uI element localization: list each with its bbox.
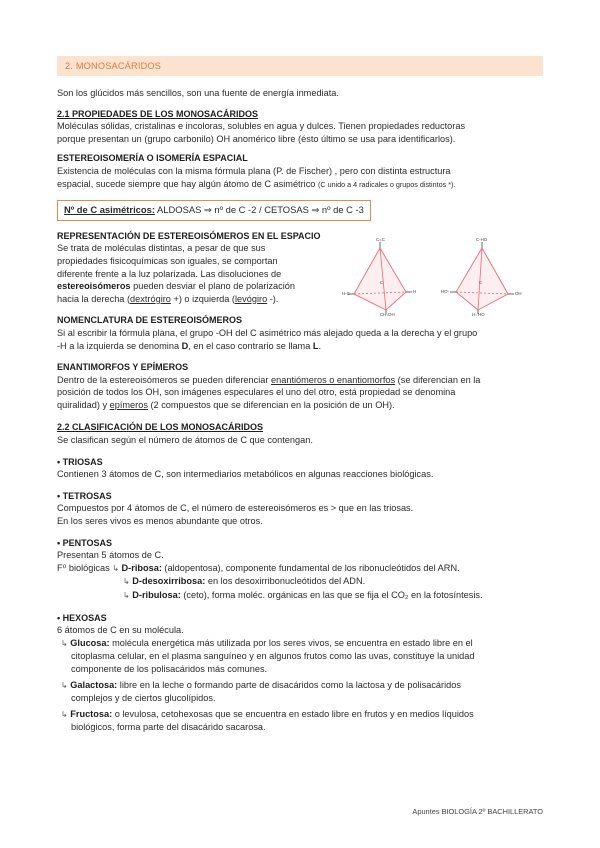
galactosa-l1: libre en la leche o formando parte de disacáridos como la lactosa y de polisacáridos: [117, 679, 461, 690]
branch-arrow-icon: ↳: [123, 591, 130, 600]
hexosa-fructosa: [57, 708, 543, 734]
galactosa-line-1: [61, 679, 543, 693]
representation-block: [57, 237, 543, 317]
pentosa-text: en los desoxirribonucleótidos del ADN.: [205, 576, 366, 587]
fig-label-t1: C=C: [376, 237, 385, 243]
epimeros-term: epímeros: [109, 399, 148, 410]
estereo-line-2-note: (C unido a 4 radicales o grupos distintos *).: [317, 179, 456, 189]
box-lead: Nº de C asimétricos:: [64, 204, 155, 216]
heading-clasificacion: 2.2 CLASIFICACIÓN DE LOS MONOSACÁRIDOS: [57, 422, 264, 433]
propiedades-line-1: Moléculas sólidas, cristalinas e incoloras, solubles en agua y dulces. Tienen propiedades reductoras: [57, 121, 466, 132]
estereo-line-1: Existencia de moléculas con la misma fórmula plana (P. de Fischer) , pero con distinta estructura: [57, 165, 451, 176]
heading-pentosas: • PENTOSAS: [57, 537, 112, 548]
representation-text: [57, 242, 333, 305]
pentosa-item-1: [57, 575, 543, 589]
fig-label-ch2oh: CH₂OH: [380, 312, 395, 317]
pentosa-name: D-ribosa:: [121, 562, 162, 573]
heading-hexosas: • HEXOSAS: [57, 612, 107, 623]
nomen-D: D: [181, 340, 189, 351]
pentosas-lead: F⁰ biológicas: [57, 562, 110, 573]
tetrahedron-figure: [342, 236, 542, 316]
pentosa-item-2: [57, 589, 543, 603]
intro-text: Son los glúcidos más sencillos, son una fuente de energía inmediata.: [57, 88, 339, 98]
nomen-l2-a: -H a la izquierda se denomina: [57, 340, 182, 351]
branch-arrow-icon: ↳: [61, 680, 68, 690]
nomen-line-1: Si al escribir la fórmula plana, el grupo -OH del C asimétrico más alejado queda a la derecha y el grupo: [57, 327, 478, 338]
nomen-line-2: [57, 340, 543, 353]
glucosa-l1: molécula energética más utilizada por los seres vivos, se encuentra en estado libre en el: [109, 637, 473, 648]
pentosa-text: (ceto), forma moléc. orgánicas en las que se fija el CO₂ en la fotosíntesis.: [180, 590, 483, 600]
fig-label-c1: C: [380, 280, 384, 286]
nomen-l2-b: , en el caso contrario se llama: [188, 340, 313, 351]
triosas-line-1: Contienen 3 átomos de C, son intermediarios metabólicos en algunas reacciones biológicas.: [57, 469, 434, 480]
enan-l3-a: quiralidad) y: [57, 399, 110, 410]
rep-line-1: Se trata de moléculas distintas, a pesar de que sus: [57, 243, 266, 254]
estereo-line-2: [57, 178, 543, 192]
estereo-line-2-text: espacial, sucede siempre que hay algún átomo de C asimétrico: [57, 178, 316, 189]
pentosas-line-1: Presentan 5 átomos de C.: [57, 550, 164, 561]
tetrahedron-right: [456, 248, 508, 310]
hexosa-glucosa: [57, 637, 543, 676]
fructosa-name: Fructosa:: [70, 708, 113, 719]
pentosa-name: D-desoxirribosa:: [132, 576, 206, 587]
heading-enantiomorfos: ENANTIMORFOS Y EPÍMEROS: [57, 362, 189, 373]
heading-estereoisomeria: ESTEREOISOMERÍA O ISOMERÍA ESPACIAL: [57, 153, 248, 164]
levogiro-term: levógiro: [235, 293, 268, 304]
rep-l5-c: -).: [267, 293, 279, 304]
asymmetric-carbon-box: [57, 200, 371, 221]
glucosa-name: Glucosa:: [70, 637, 110, 648]
heading-propiedades: 2.1 PROPIEDADES DE LOS MONOSACÁRIDOS: [57, 108, 259, 119]
branch-arrow-icon: ↳: [61, 709, 68, 719]
box-text: ALDOSAS ⇒ nº de C -2 / CETOSAS ⇒ nº de C -3: [154, 204, 364, 216]
fig-label-h: H: [413, 289, 417, 295]
rep-bold-term: estereoisómeros: [57, 281, 131, 292]
asymmetric-carbon-box-wrap: [57, 200, 543, 221]
branch-arrow-icon: ↳: [61, 638, 68, 648]
glucosa-line-2: citoplasma celular, en el plasma sanguíneo y en algunos frutos como las uvas, constituye la unidad: [71, 651, 475, 662]
rep-l5-b: +) o izquierda (: [170, 293, 235, 304]
notes-page: [57, 56, 543, 734]
fig-label-h2ho: H₂ HO: [472, 312, 485, 317]
rep-line-4-rest: pueden desviar el plano de polarización: [130, 281, 296, 292]
heading-representacion: REPRESENTACIÓN DE ESTEREOISÓMEROS EN EL ESPACIO: [57, 230, 321, 241]
enan-l1-b: (se diferencian en la: [395, 374, 481, 385]
galactosa-name: Galactosa:: [70, 679, 118, 690]
galactosa-line-2: complejos y de ciertos glucolípidos.: [71, 693, 216, 704]
tetrosas-line-2: En los seres vivos es menos abundante que otros.: [57, 516, 263, 527]
nomen-l2-c: .: [318, 340, 322, 351]
heading-nomenclatura: NOMENCLATURA DE ESTEREOISÓMEROS: [57, 315, 243, 326]
pentosa-item-0: [57, 562, 543, 576]
glucosa-line-3: componente de los polisacáridos más comunes.: [71, 663, 268, 674]
enantiomeros-term: enantiómeros o enantiomorfos: [271, 374, 396, 385]
branch-arrow-icon: ↳: [112, 563, 119, 573]
enan-line-2: posición de todos los OH, son imágenes especulares el uno del otro, está propiedad se denomina: [57, 387, 456, 398]
fig-label-c2: C: [479, 280, 483, 286]
tetrahedron-left: [354, 248, 406, 310]
rep-l5-a: hacia la derecha (: [57, 293, 131, 304]
glucosa-line-1: [61, 637, 543, 651]
heading-triosas: • TRIOSAS: [57, 456, 103, 467]
fructosa-line-2: biológicos, forma parte del disacárido sacarosa.: [71, 722, 266, 733]
enan-l3-b: (2 compuestos que se diferencian en la posición de un OH).: [147, 399, 395, 410]
fig-label-oh: OH: [515, 291, 522, 297]
pentosa-name: D-ribulosa:: [132, 590, 181, 600]
heading-tetrosas: • TETROSAS: [57, 490, 112, 501]
rep-line-4: [57, 280, 333, 293]
tetrosas-line-1: Compuestos por 4 átomos de C, el número de estereoisómeros es > que en las triosas.: [57, 503, 414, 514]
fructosa-l1: o levulosa, cetohexosas que se encuentra en estado libre en frutos y en medios líquidos: [112, 708, 474, 719]
enan-line-3: [57, 399, 543, 412]
hexosa-galactosa: [57, 679, 543, 705]
hexosas-line-1: 6 átomos de C en su molécula.: [57, 625, 184, 636]
rep-line-5: [57, 293, 333, 306]
dextrogiro-term: dextrógiro: [130, 293, 171, 304]
rep-line-2: propiedades fisicoquímicas son iguales, se comportan: [57, 255, 278, 266]
fructosa-line-1: [61, 708, 543, 722]
fig-label-ho: HO-: [441, 289, 450, 295]
section-banner: 2. MONOSACÁRIDOS: [57, 56, 543, 76]
nomen-L: L: [312, 340, 319, 351]
fig-label-hc: H-C: [342, 291, 350, 297]
pentosa-text: (aldopentosa), componente fundamental de los ribonucleótidos del ARN.: [161, 562, 460, 573]
clasificacion-intro: Se clasifican según el número de átomos de C que contengan.: [57, 435, 313, 446]
propiedades-line-2: porque presentan un (grupo carbonilo) OH anomérico libre (ésto último se usa para identificarlos).: [57, 133, 456, 144]
branch-arrow-icon: ↳: [123, 577, 130, 587]
rep-line-3: diferente frente a la luz polarizada. Las disoluciones de: [57, 268, 282, 279]
enan-l1-a: Dentro de la estereoisómeros se pueden diferenciar: [57, 374, 271, 385]
fig-label-t2: C-HO: [476, 237, 488, 243]
page-footer: Apuntes BIOLOGÍA 2º BACHILLERATO: [412, 807, 543, 816]
enan-line-1: [57, 374, 543, 387]
